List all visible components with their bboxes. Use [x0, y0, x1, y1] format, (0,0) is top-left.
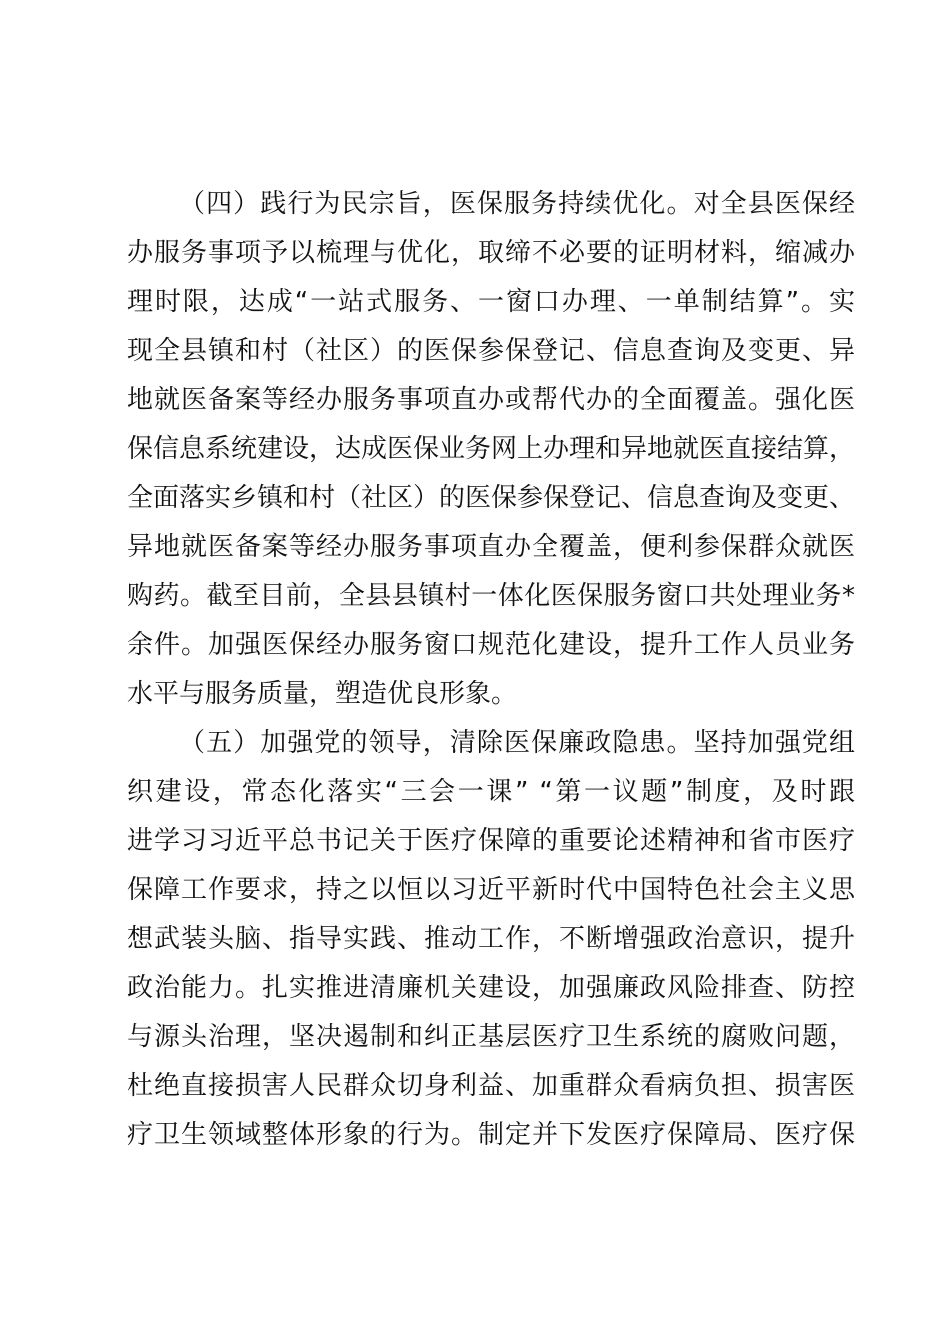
- text-line: 杜绝直接损害人民群众切身利益、加重群众看病负担、损害医: [127, 1071, 855, 1101]
- text-line: 疗卫生领域整体形象的行为。制定并下发医疗保障局、医疗保: [127, 1120, 855, 1150]
- text-line: （四）践行为民宗旨，医保服务持续优化。对全县医保经: [179, 189, 855, 219]
- text-line: 想武装头脑、指导实践、推动工作，不断增强政治意识，提升: [127, 924, 855, 954]
- text-line: 进学习习近平总书记关于医疗保障的重要论述精神和省市医疗: [127, 826, 855, 856]
- text-line: 办服务事项予以梳理与优化，取缔不必要的证明材料，缩减办: [127, 238, 855, 268]
- text-line: 地就医备案等经办服务事项直办或帮代办的全面覆盖。强化医: [127, 385, 855, 415]
- text-line: 理时限，达成“一站式服务、一窗口办理、一单制结算”。实: [127, 287, 855, 317]
- text-line: 全面落实乡镇和村（社区）的医保参保登记、信息查询及变更、: [127, 483, 855, 513]
- paragraph-5: [127, 719, 855, 1160]
- paragraph-4: [127, 180, 855, 719]
- text-line: （五）加强党的领导，清除医保廉政隐患。坚持加强党组: [179, 728, 855, 758]
- text-line: 购药。截至目前，全县县镇村一体化医保服务窗口共处理业务*: [127, 581, 855, 611]
- text-line: 余件。加强医保经办服务窗口规范化建设，提升工作人员业务: [127, 630, 855, 660]
- text-line: 现全县镇和村（社区）的医保参保登记、信息查询及变更、异: [127, 336, 855, 366]
- text-line: 保信息系统建设，达成医保业务网上办理和异地就医直接结算，: [127, 434, 855, 464]
- document-body: [127, 180, 855, 1160]
- text-line: 与源头治理，坚决遏制和纠正基层医疗卫生系统的腐败问题，: [127, 1022, 855, 1052]
- text-line: 异地就医备案等经办服务事项直办全覆盖，便利参保群众就医: [127, 532, 855, 562]
- text-line: 织建设，常态化落实“三会一课” “第一议题”制度，及时跟: [127, 777, 855, 807]
- text-line: 水平与服务质量，塑造优良形象。: [127, 679, 518, 709]
- text-line: 政治能力。扎实推进清廉机关建设，加强廉政风险排查、防控: [127, 973, 855, 1003]
- text-line: 保障工作要求，持之以恒以习近平新时代中国特色社会主义思: [127, 875, 855, 905]
